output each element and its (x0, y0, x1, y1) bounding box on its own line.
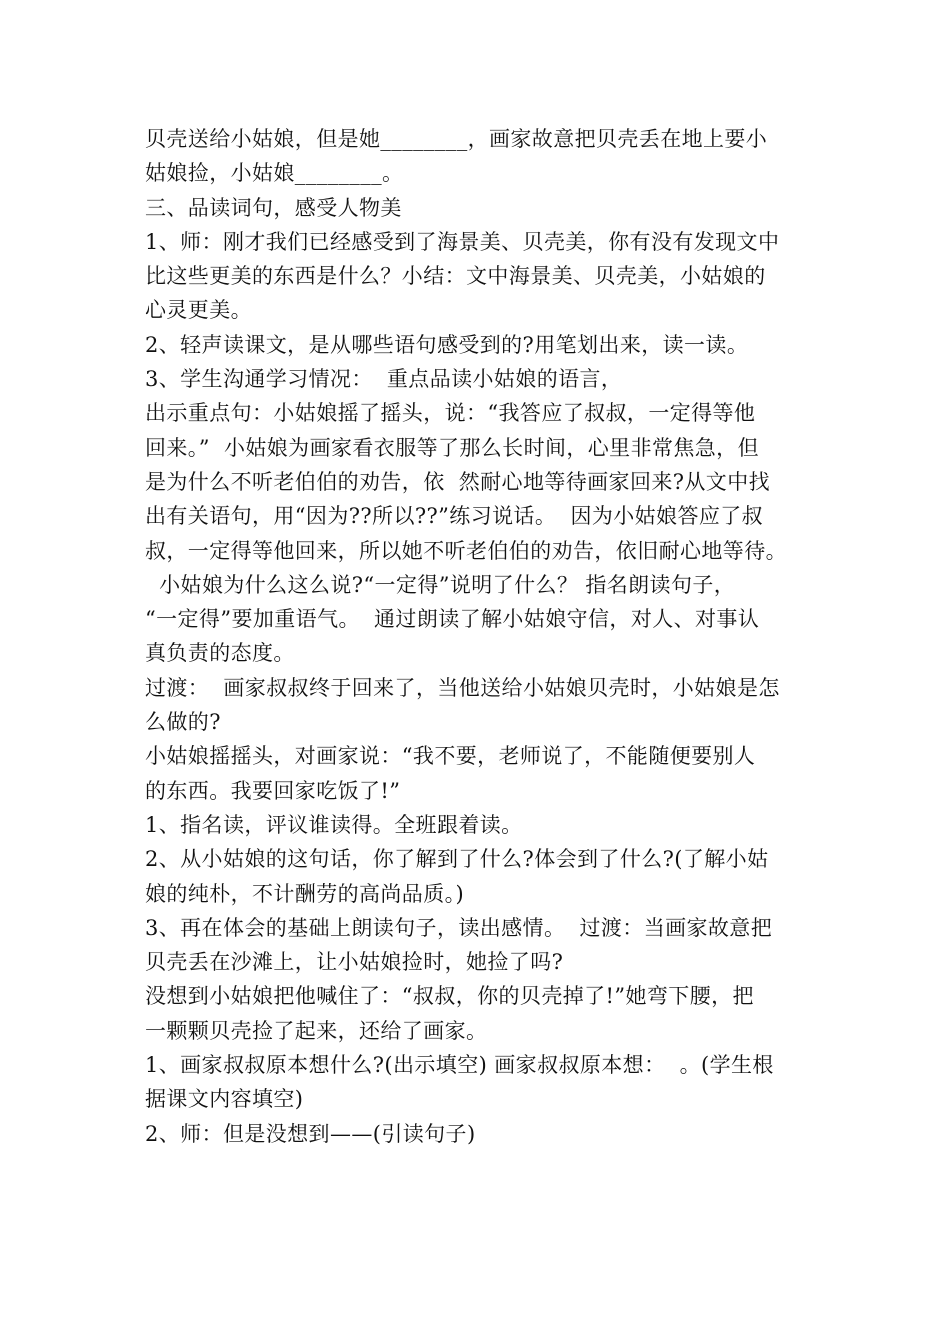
text-line-6: 心灵更美。 (145, 298, 252, 323)
text-line-8: 3、学生沟通学习情况： 重点品读小姑娘的语言， (145, 367, 623, 392)
text-line-20: 的东西。我要回家吃饭了!” (145, 778, 401, 803)
text-line-9: 出示重点句：小姑娘摇了摇头，说：“我答应了叔叔，一定得等他 (145, 401, 756, 426)
text-line-10: 回来。” 小姑娘为画家看衣服等了那么长时间，心里非常焦急，但 (145, 435, 759, 460)
text-line-14: 小姑娘为什么这么说?“一定得”说明了什么？ 指名朗读句子， (145, 572, 736, 597)
text-line-22: 2、从小姑娘的这句话，你了解到了什么?体会到了什么?(了解小姑 (145, 847, 769, 872)
text-line-7: 2、轻声读课文，是从哪些语句感受到的?用笔划出来，读一读。 (145, 332, 749, 357)
text-line-26: 没想到小姑娘把他喊住了：“叔叔，你的贝壳掉了!”她弯下腰，把 (145, 984, 754, 1009)
text-line-1: 贝壳送给小姑娘，但是她________，画家故意把贝壳丢在地上要小 (145, 127, 768, 151)
text-line-18: 么做的? (145, 710, 221, 735)
text-line-27: 一颗颗贝壳捡了起来，还给了画家。 (145, 1018, 488, 1043)
document-body (145, 122, 825, 1151)
text-line-11: 是为什么不听老伯伯的劝告，依 然耐心地等待画家回来?从文中找 (145, 469, 771, 494)
text-line-16: 真负责的态度。 (145, 641, 295, 666)
text-line-19: 小姑娘摇摇头，对画家说：“我不要，老师说了，不能随便要别人 (145, 744, 756, 769)
text-line-4: 1、师：刚才我们已经感受到了海景美、贝壳美，你有没有发现文中 (145, 229, 780, 254)
text-line-2: 姑娘捡，小姑娘________。 (145, 161, 404, 186)
text-line-21: 1、指名读，评议谁读得。全班跟着读。 (145, 812, 523, 837)
text-line-12: 出有关语句，用“因为??所以??”练习说话。 因为小姑娘答应了叔 (145, 504, 764, 529)
text-line-15: “一定得”要加重语气。 通过朗读了解小姑娘守信，对人、对事认 (145, 607, 760, 632)
text-line-24: 3、再在体会的基础上朗读句子，读出感情。 过渡：当画家故意把 (145, 915, 773, 940)
text-line-13: 叔，一定得等他回来，所以她不听老伯伯的劝告，依旧耐心地等待。 (145, 538, 787, 563)
text-line-23: 娘的纯朴，不计酬劳的高尚品质。) (145, 881, 465, 906)
text-line-5: 比这些更美的东西是什么？小结：文中海景美、贝壳美，小姑娘的 (145, 264, 766, 289)
section-heading: 三、品读词句，感受人物美 (145, 195, 402, 220)
text-line-28: 1、画家叔叔原本想什么?(出示填空) 画家叔叔原本想： 。(学生根 (145, 1053, 774, 1078)
text-line-30: 2、师：但是没想到——(引读句子) (145, 1121, 476, 1146)
text-line-25: 贝壳丢在沙滩上，让小姑娘捡时，她捡了吗? (145, 950, 564, 975)
text-line-17: 过渡： 画家叔叔终于回来了，当他送给小姑娘贝壳时，小姑娘是怎 (145, 675, 780, 700)
text-line-29: 据课文内容填空) (145, 1087, 304, 1112)
